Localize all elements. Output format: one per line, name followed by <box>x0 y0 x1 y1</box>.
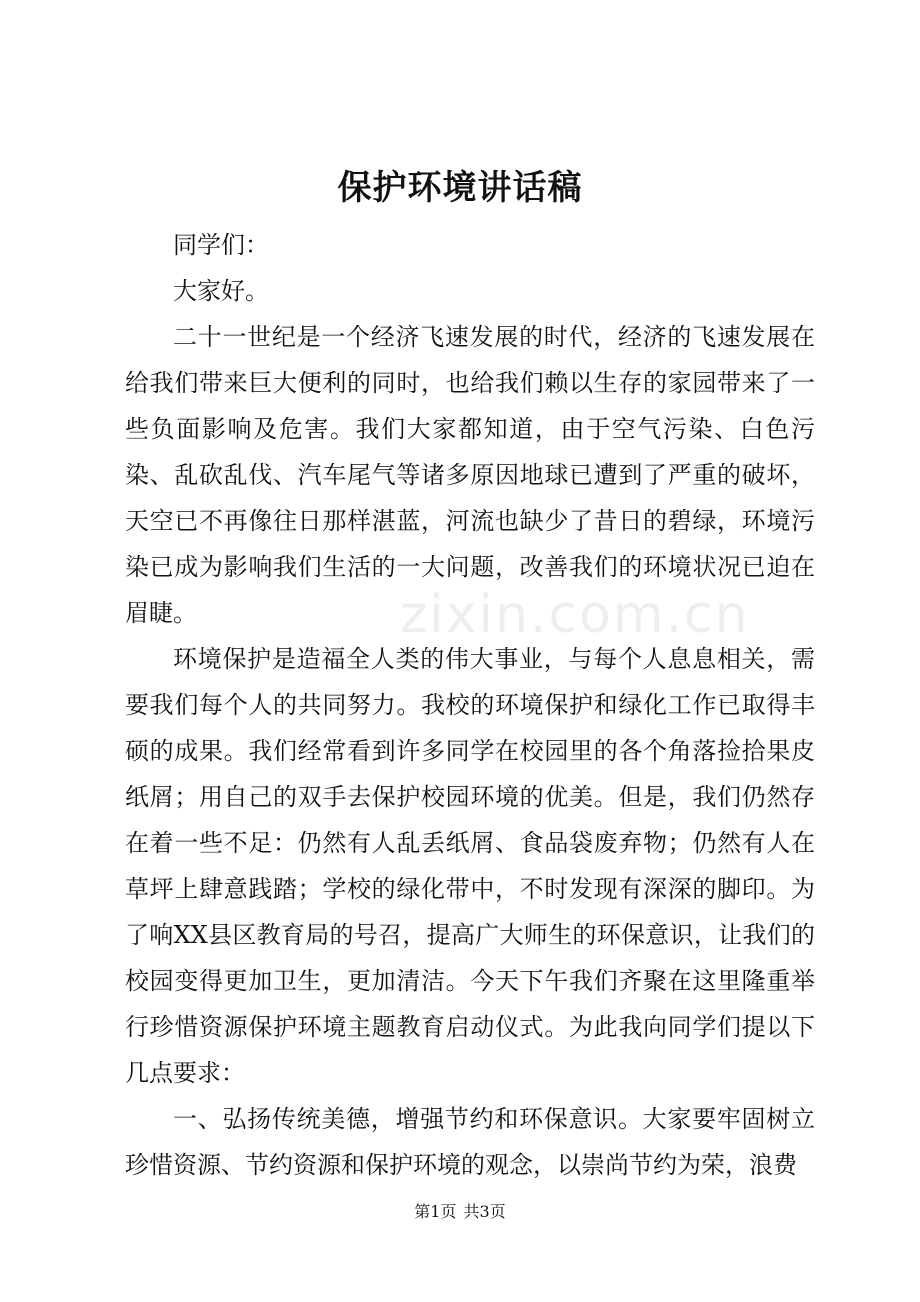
body-paragraph: 环境保护是造福全人类的伟大事业，与每个人息息相关，需要我们每个人的共同努力。我校的环境保护和绿化工作已取得丰硕的成果。我们经常看到许多同学在校园里的各个角落捡拾果皮纸屑；用自己的双手去保护校园环境的优美。但是，我们仍然存在着一些不足：仍然有人乱丢纸屑、食品袋废弃物；仍然有人在草坪上肆意践踏；学校的绿化带中，不时发现有深深的脚印。为了响XX县区教育局的号召，提高广大师生的环保意识，让我们的校园变得更加卫生，更加清洁。今天下午我们齐聚在这里隆重举行珍惜资源保护环境主题教育启动仪式。为此我向同学们提以下几点要求： <box>125 645 815 1087</box>
page-footer: 第1页 共3页 <box>414 1202 506 1221</box>
document-title: 保护环境讲话稿 <box>337 168 583 208</box>
body-paragraph: 二十一世纪是一个经济飞速发展的时代，经济的飞速发展在给我们带来巨大便利的同时，也给我们赖以生存的家园带来了一些负面影响及危害。我们大家都知道，由于空气污染、白色污染、乱砍乱伐、汽车尾气等诸多原因地球已遭到了严重的破坏，天空已不再像往日那样湛蓝，河流也缺少了昔日的碧绿，环境污染已成为影响我们生活的一大问题，改善我们的环境状况已迫在眉睫。 <box>125 323 815 627</box>
document-body <box>125 222 815 1188</box>
watermark: zixin.com.cn <box>400 585 750 645</box>
salutation: 同学们： <box>173 231 269 259</box>
body-paragraph: 一、弘扬传统美德，增强节约和环保意识。大家要牢固树立珍惜资源、节约资源和保护环境的观念，以崇尚节约为荣，浪费 <box>125 1105 815 1179</box>
greeting: 大家好。 <box>173 277 269 305</box>
